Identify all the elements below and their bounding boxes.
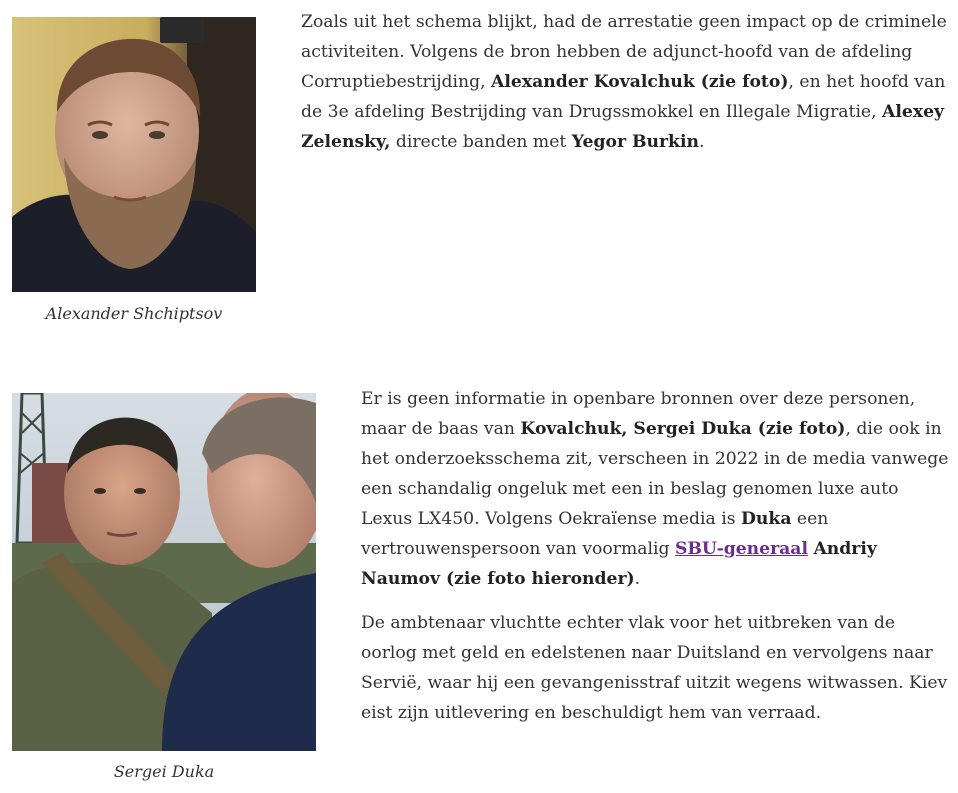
name-bold: Andriy Naumov (zie foto hieronder)	[361, 539, 877, 589]
portrait-image	[12, 393, 316, 751]
name-bold: Kovalchuk, Sergei Duka (zie foto)	[520, 419, 846, 439]
photo-caption: Alexander Shchiptsov	[45, 304, 223, 323]
sbu-general-link[interactable]: SBU-generaal	[674, 539, 808, 559]
name-bold: Duka	[741, 509, 792, 529]
photo-sergei-duka	[12, 393, 316, 751]
name-bold: Alexander Kovalchuk (zie foto)	[491, 72, 789, 92]
name-bold: Alexey Zelensky,	[301, 102, 945, 152]
article-paragraph: De ambtenaar vluchtte echter vlak voor het uitbreken van de oorlog met geld en edelstenen naar Duitsland en vervolgens naar Servië, waar hij een gevangenisstraf uitzit wegens witwassen. Kiev eist zijn uitlevering en beschuldigt hem van verraad.	[361, 613, 948, 723]
article-paragraph: Zoals uit het schema blijkt, had de arrestatie geen impact op de criminele activiteiten. Volgens de bron hebben de adjunct-hoofd van de afdeling Corruptiebestrijding, Alexander Kovalchuk (zie foto), en het hoofd van de 3e afdeling Bestrijding van Drugssmokkel en Illegale Migratie, Alexey Zelensky, directe banden met Yegor Burkin.	[301, 12, 947, 152]
name-bold: Yegor Burkin	[571, 132, 699, 152]
portrait-image	[12, 17, 256, 292]
photo-alexander-shchiptsov	[12, 17, 256, 292]
photo-caption: Sergei Duka	[113, 762, 215, 781]
article-paragraph: Er is geen informatie in openbare bronnen over deze personen, maar de baas van Kovalchuk, Sergei Duka (zie foto), die ook in het onderzoeksschema zit, verscheen in 2022 in de media vanwege een schandalig ongeluk met een in beslag genomen luxe auto Lexus LX450. Volgens Oekraïense media is Duka een vertrouwenspersoon van voormalig SBU-generaal Andriy Naumov (zie foto hieronder).	[361, 389, 949, 589]
